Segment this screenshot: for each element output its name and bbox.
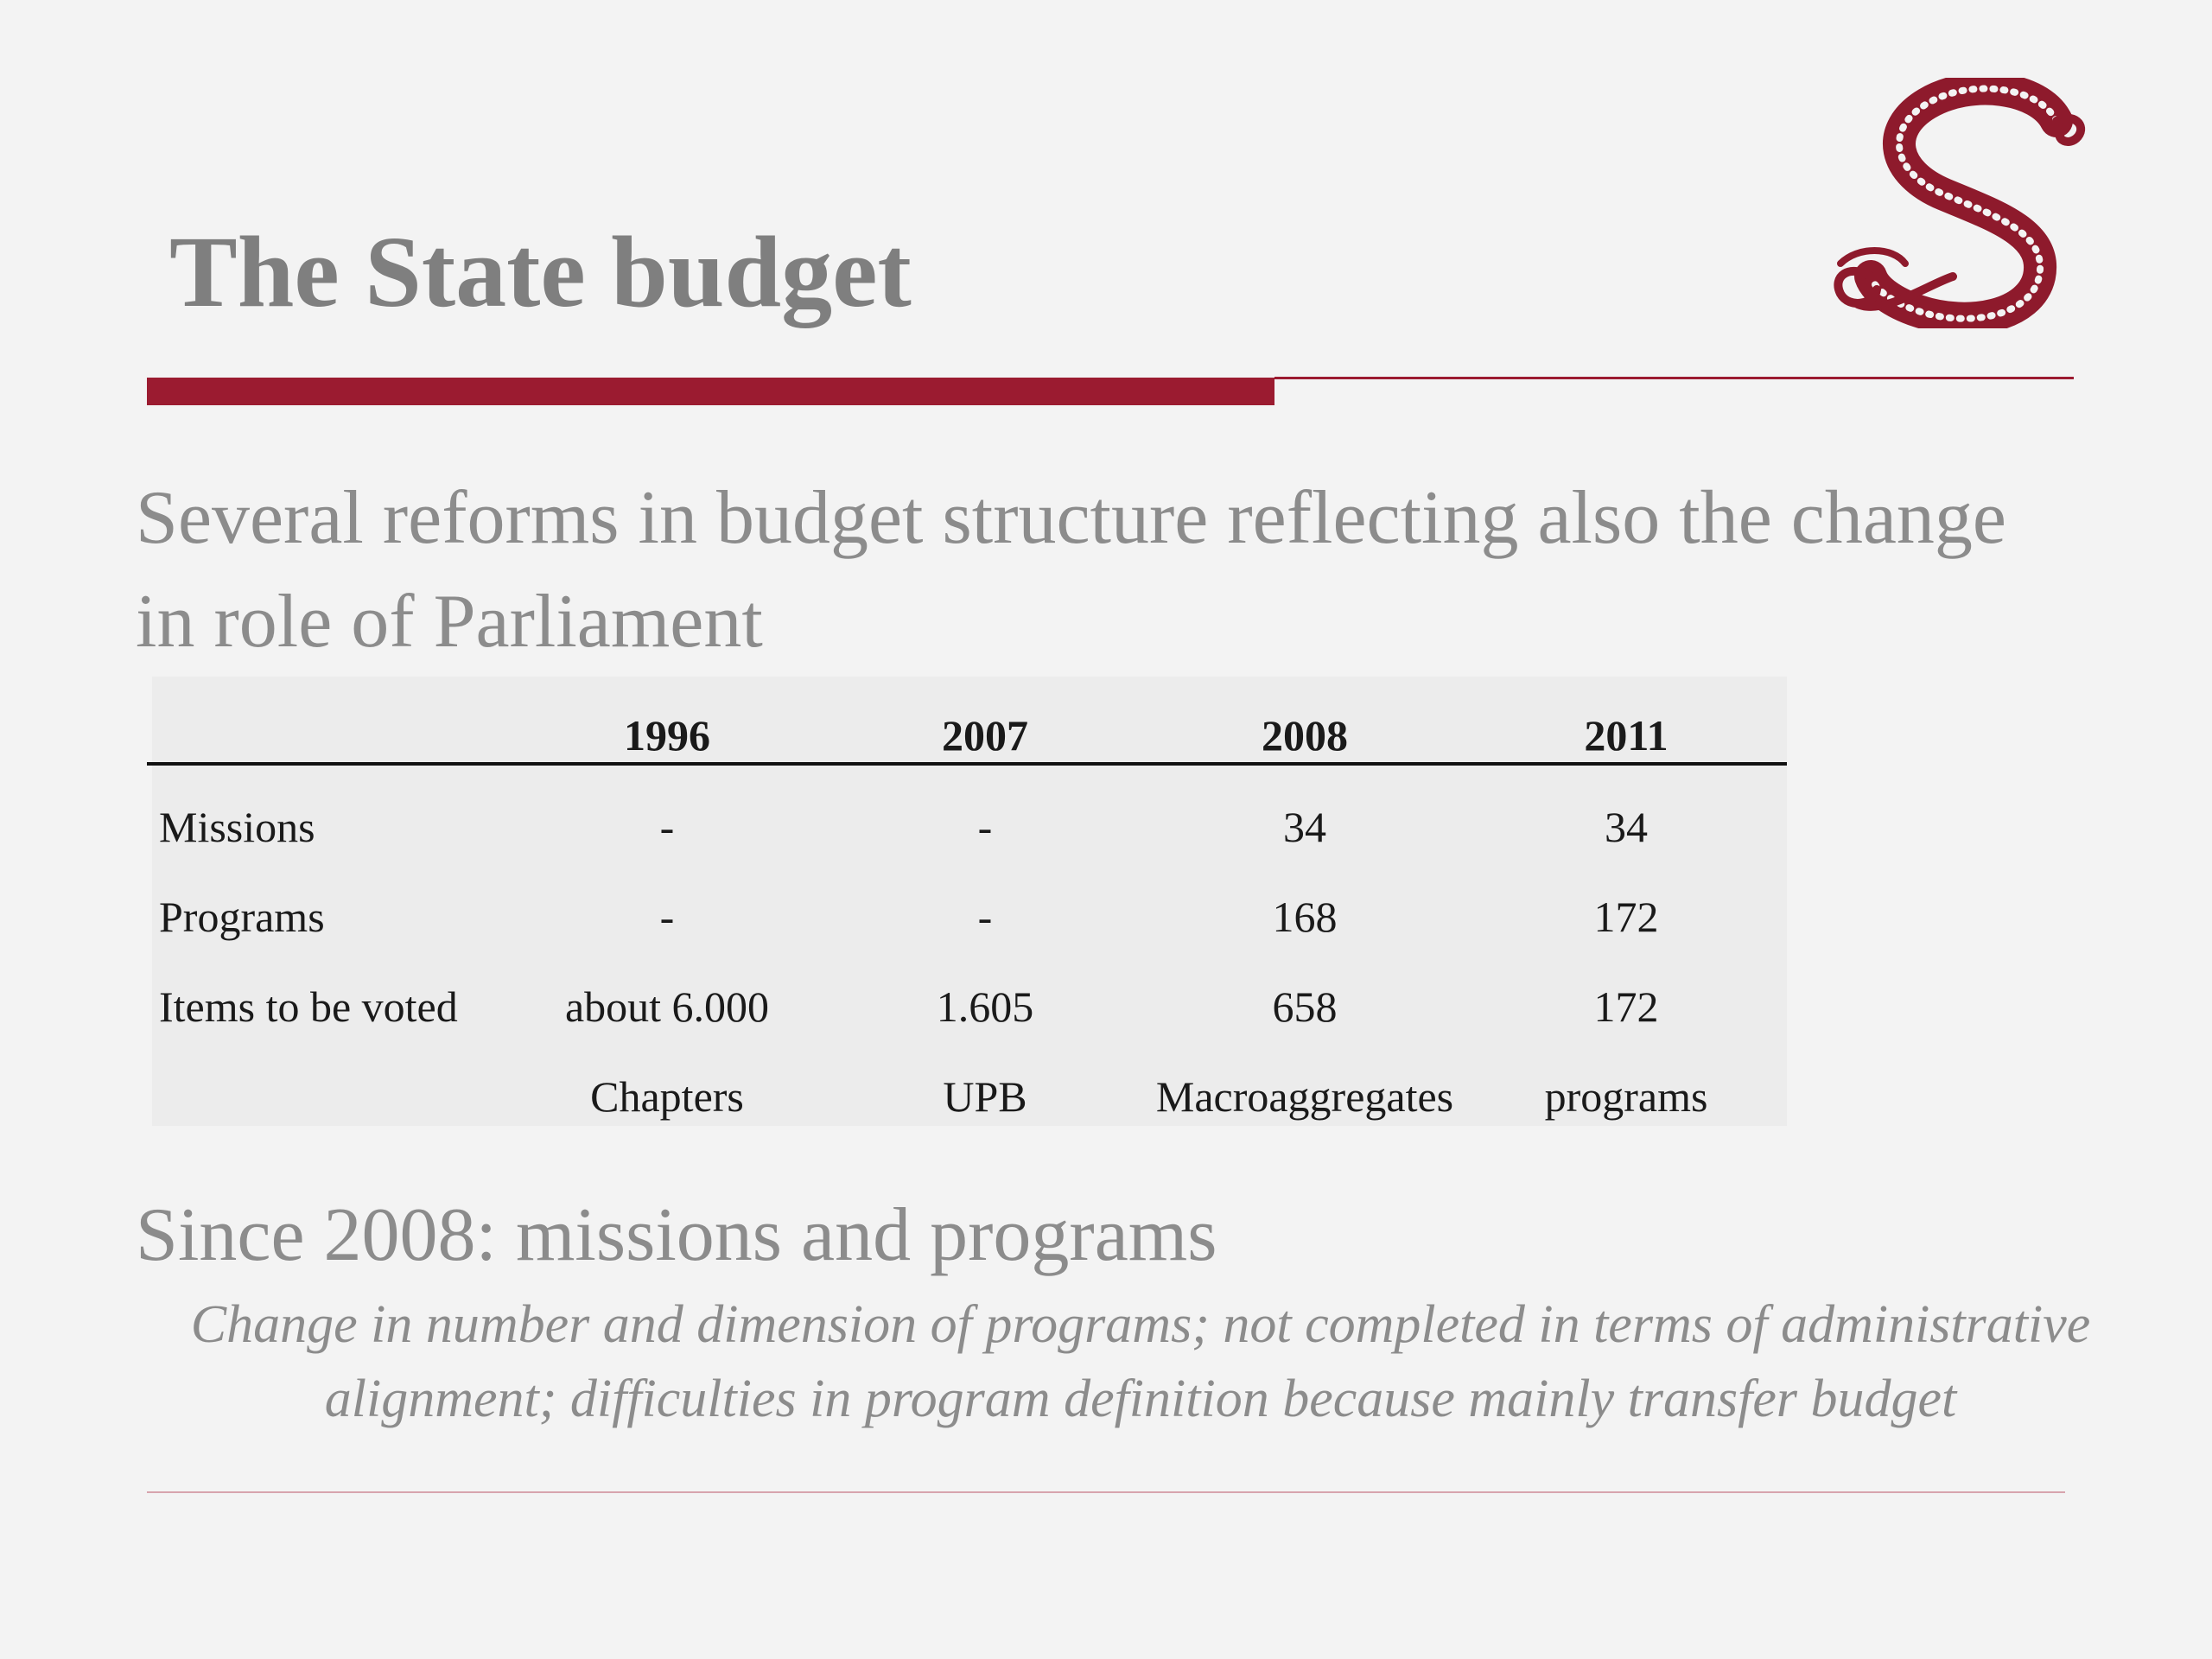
bullet-since-2008: Since 2008: missions and programs (136, 1193, 1217, 1277)
title-rule-thin (1274, 377, 2074, 379)
table-header-1996: 1996 (624, 711, 710, 760)
sub-bullet-note: Change in number and dimension of programs; not completed in terms of administrative alignment; difficulties in program definition because mainly transfer budget (190, 1295, 2091, 1428)
table-cell: - (977, 893, 993, 941)
bullet-reforms: Several reforms in budget structure reflecting also the change in role of Parliament (136, 476, 2006, 664)
bottom-rule (147, 1491, 2065, 1493)
table-cell: - (977, 803, 993, 851)
table-cell: 168 (1272, 893, 1338, 941)
table-cell: 1.605 (936, 982, 1034, 1031)
table-cell: Chapters (590, 1072, 744, 1121)
ornate-letter-s-logo-icon (1823, 78, 2100, 328)
table-row-label: Items to be voted (159, 982, 458, 1031)
table-row-label: Programs (159, 893, 325, 941)
table-header-2007: 2007 (942, 711, 1028, 760)
table-cell: 658 (1272, 982, 1338, 1031)
table-cell: about 6.000 (564, 982, 770, 1031)
title-rule-thick (147, 378, 1274, 405)
table-cell: - (659, 803, 675, 851)
table-cell: - (659, 893, 675, 941)
table-cell: Macroaggregates (1155, 1072, 1454, 1121)
table-header-2011: 2011 (1584, 711, 1669, 760)
table-header-rule (147, 762, 1787, 766)
table-cell: UPB (943, 1072, 1027, 1121)
table-header-2008: 2008 (1262, 711, 1348, 760)
table-cell: programs (1544, 1072, 1708, 1121)
table-cell: 34 (1605, 803, 1648, 851)
table-row-label: Missions (159, 803, 315, 851)
table-cell: 172 (1593, 893, 1659, 941)
slide-title: The State budget (169, 215, 912, 328)
table-cell: 34 (1283, 803, 1326, 851)
table-cell: 172 (1593, 982, 1659, 1031)
